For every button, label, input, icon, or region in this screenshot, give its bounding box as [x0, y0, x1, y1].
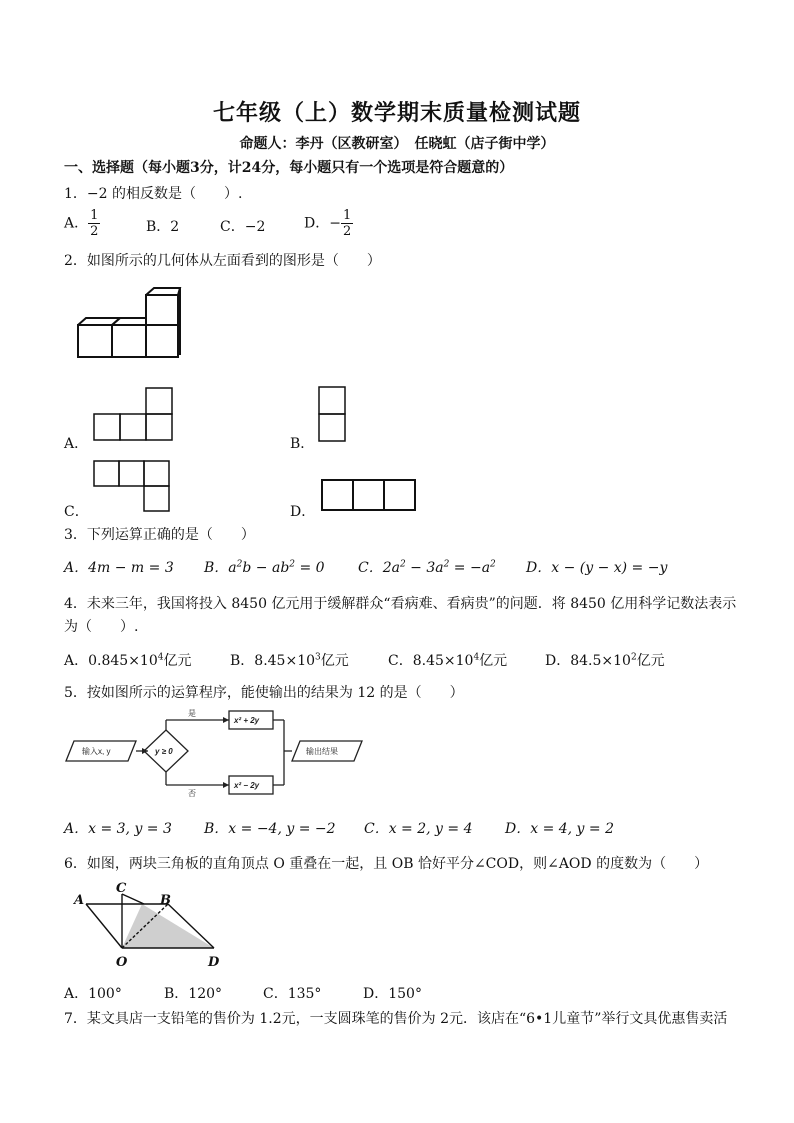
q2-solid-figure [70, 285, 180, 360]
flow-condition-text: y ≥ 0 [155, 747, 173, 756]
q5-option-b: B．x = −4, y = −2 [204, 821, 336, 837]
point-d-label: D [208, 955, 220, 970]
point-a-label: A [74, 893, 85, 908]
q4-option-b: B．$8.45\times 10^3$亿元 [230, 652, 349, 669]
flow-bottom-expression: x² − 2y [234, 781, 260, 790]
q3-option-c: C．$2a^2 - 3a^2 = -a^2$ [358, 559, 496, 576]
flow-yes-label: 是 [188, 709, 196, 718]
q3-option-d: D．x − (y − x) = −y [526, 560, 668, 576]
flow-input-text: 输入x, y [82, 747, 111, 756]
q2-option-d-figure [321, 479, 417, 511]
q6-stem: 6．如图，两块三角板的直角顶点 O 重叠在一起，且 OB 恰好平分∠COD，则∠AOD 的度数为（ ） [64, 856, 709, 872]
q3-stem: 3．下列运算正确的是（ ） [64, 527, 255, 543]
point-b-label: B [160, 893, 171, 908]
q6-triangle-figure [72, 882, 232, 972]
q5-option-c: C．x = 2, y = 4 [364, 821, 473, 837]
q1-stem: 1．−2 的相反数是（ ）. [64, 186, 243, 202]
q1-option-a: A． $\frac{1}{2}$ [64, 208, 99, 239]
q3-option-b: B．$a^2b - ab^2 = 0$ [204, 559, 325, 576]
q2-option-d-label: D． [290, 504, 316, 520]
flow-no-label: 否 [188, 789, 196, 798]
q4-option-d: D．$84.5\times 10^2$亿元 [545, 652, 665, 669]
flow-top-expression: x² + 2y [234, 716, 260, 725]
q6-option-a: A．100° [64, 986, 122, 1002]
q7-stem: 7．某文具店一支铅笔的售价为 1.2元，一支圆珠笔的售价为 2元．该店在“6•1儿童节”举行文具优惠售卖活 [64, 1011, 728, 1027]
q2-option-b-label: B． [290, 436, 315, 452]
q2-option-b-figure [318, 386, 346, 442]
q2-option-a-figure [93, 388, 175, 442]
page-title: 七年级（上）数学期末质量检测试题 [212, 100, 581, 126]
point-c-label: C [116, 881, 127, 896]
q1-option-d: D．− $\frac{1}{2}$ [304, 208, 352, 239]
q2-stem: 2．如图所示的几何体从左面看到的图形是（ ） [64, 253, 381, 269]
q5-flowchart [66, 708, 366, 798]
q5-option-d: D．x = 4, y = 2 [505, 821, 615, 837]
section-heading: 一、选择题（每小题3分，计24分，每小题只有一个选项是符合题意的） [64, 160, 514, 176]
q4-stem-line1: 4．未来三年，我国将投入 8450 亿元用于缓解群众“看病难、看病贵”的问题．将 8450 亿用科学记数法表示 [64, 596, 737, 612]
point-o-label: O [116, 955, 128, 970]
q1-option-c: C．−2 [220, 219, 266, 235]
q6-option-b: B．120° [164, 986, 223, 1002]
q4-option-c: C．$8.45\times 10^4$亿元 [388, 652, 508, 669]
q5-option-a: A．x = 3, y = 3 [64, 821, 172, 837]
q5-stem: 5．按如图所示的运算程序，能使输出的结果为 12 的是（ ） [64, 685, 464, 701]
q1-option-b: B．2 [146, 219, 180, 235]
q3-option-a: A．4m − m = 3 [64, 560, 174, 576]
q4-option-a: A．$0.845\times 10^4$亿元 [64, 652, 192, 669]
q2-option-c-figure [93, 460, 173, 512]
q4-stem-line2: 为（ ）. [64, 619, 139, 635]
q6-option-c: C．135° [263, 986, 322, 1002]
q2-option-c-label: C． [64, 504, 89, 520]
q2-option-a-label: A． [64, 436, 89, 452]
authors-line: 命题人：李丹（区教研室） 任晓虹（店子街中学） [239, 136, 555, 152]
q6-option-d: D．150° [363, 986, 422, 1002]
flow-output-text: 输出结果 [306, 747, 338, 756]
